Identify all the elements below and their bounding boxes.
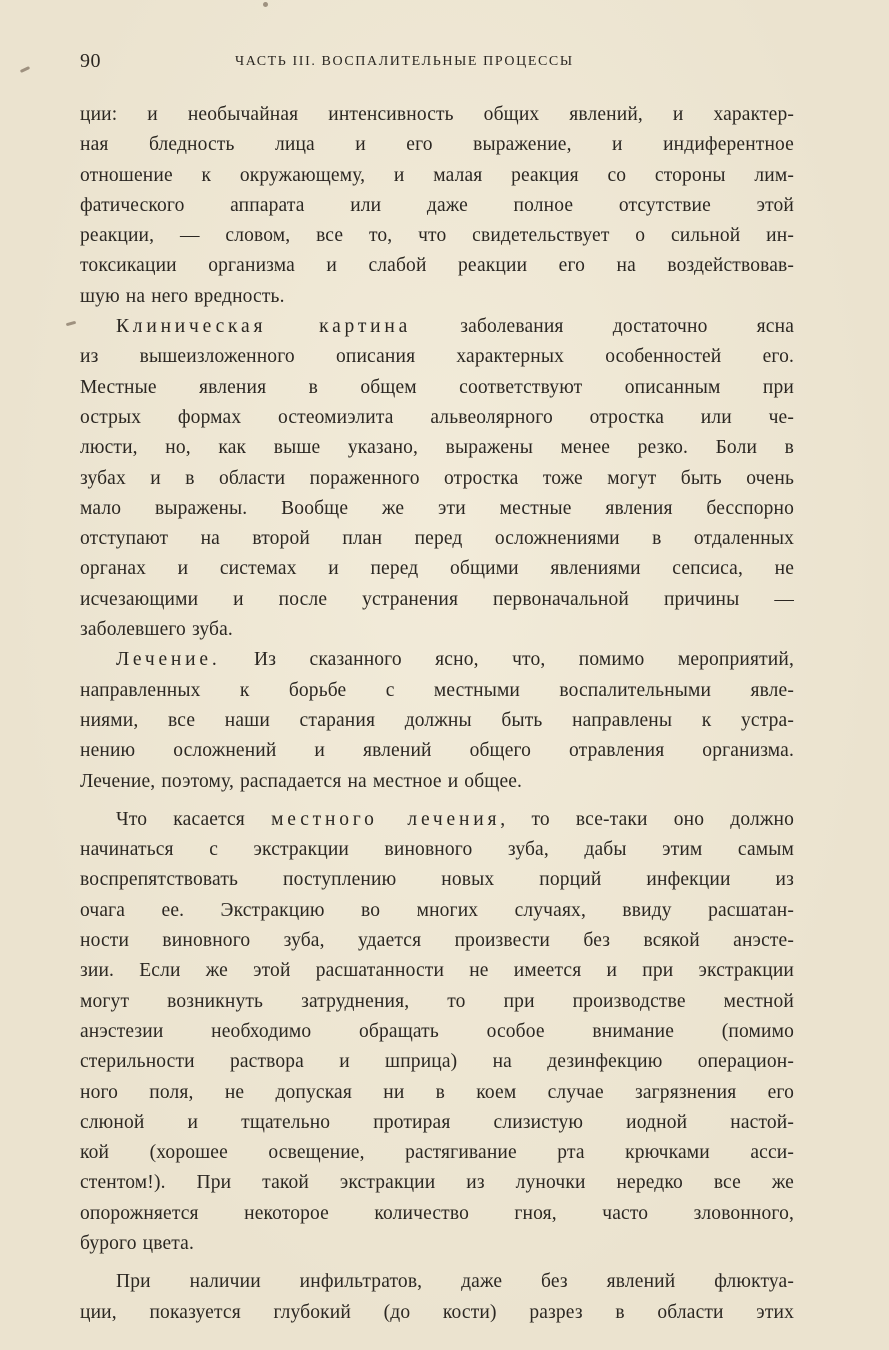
page-header	[80, 50, 794, 76]
text-line: мало выражены. Вообще же эти местные явления бесспорно	[80, 497, 794, 519]
text-line: заболевшего зуба.	[80, 619, 233, 641]
text-line: зубах и в области пораженного отростка тоже могут быть очень	[80, 467, 794, 489]
text-line: очага ее. Экстракцию во многих случаях, ввиду расшатан-	[80, 899, 794, 921]
paragraph-gap	[80, 1259, 794, 1267]
paragraph-gap	[80, 797, 794, 805]
text-line	[80, 645, 794, 675]
text-line: слюной и тщательно протирая слизистую иодной настой-	[80, 1111, 794, 1133]
text-line: ности виновного зуба, удается произвести без всякой анэсте-	[80, 930, 794, 952]
text-line: воспрепятствовать поступлению новых порций инфекции из	[80, 869, 794, 891]
ink-spot	[263, 2, 268, 7]
text-line: зии. Если же этой расшатанности не имеется и при экстракции	[80, 960, 794, 982]
text-line: Местные явления в общем соответствуют описанным при	[80, 376, 794, 398]
page-number: 90	[80, 50, 101, 72]
text-line: стерильности раствора и шприца) на дезинфекцию операцион-	[80, 1051, 794, 1073]
text-line: кой (хорошее освещение, растягивание рта крючками асси-	[80, 1142, 794, 1164]
body-text	[80, 100, 794, 1328]
text-line: бурого цвета.	[80, 1232, 194, 1254]
text-line: могут возникнуть затруднения, то при производстве местной	[80, 990, 794, 1012]
text-run: , то все-таки оно должно	[500, 808, 795, 830]
text-line: отступают на второй план перед осложнениями в отдаленных	[80, 528, 794, 550]
text-line: ниями, все наши старания должны быть направлены к устра-	[80, 709, 794, 731]
text-line: органах и системах и перед общими явлениями сепсиса, не	[80, 558, 794, 580]
text-line: направленных к борьбе с местными воспалительными явле-	[80, 679, 794, 701]
spaced-emphasis: местного лечения	[271, 808, 501, 830]
text-line: стентом!). При такой экстракции из луночки нередко все же	[80, 1172, 794, 1194]
paragraph	[80, 312, 794, 645]
spaced-heading: Клиническая картина	[116, 316, 412, 338]
paragraph	[80, 805, 794, 1259]
text-line: фатического аппарата или даже полное отсутствие этой	[80, 194, 794, 216]
text-line: люсти, но, как выше указано, выражены менее резко. Боли в	[80, 437, 794, 459]
text-line: ции, показуется глубокий (до кости) разрез в области этих	[80, 1301, 794, 1323]
text-line: опорожняется некоторое количество гноя, часто зловонного,	[80, 1202, 794, 1224]
text-line: токсикации организма и слабой реакции его на воздействовав-	[80, 255, 794, 277]
text-run: заболевания достаточно ясна	[411, 316, 795, 338]
text-run: Из сказанного ясно, что, помимо мероприятий,	[220, 649, 794, 671]
text-line: реакции, — словом, все то, что свидетельствует о сильной ин-	[80, 225, 794, 247]
text-line: Лечение, поэтому, распадается на местное и общее.	[80, 770, 523, 792]
margin-mark	[20, 66, 30, 73]
running-head: ЧАСТЬ III. ВОСПАЛИТЕЛЬНЫЕ ПРОЦЕССЫ	[235, 54, 574, 69]
text-line: ная бледность лица и его выражение, и индиферентное	[80, 134, 794, 156]
text-line: ного поля, не допуская ни в коем случае загрязнения его	[80, 1081, 794, 1103]
text-run: Что касается	[116, 808, 272, 830]
text-line: отношение к окружающему, и малая реакция со стороны лим-	[80, 164, 794, 186]
text-line: нению осложнений и явлений общего отравления организма.	[80, 740, 794, 762]
text-line: шую на него вредность.	[80, 285, 285, 307]
text-line: острых формах остеомиэлита альвеолярного отростка или че-	[80, 406, 794, 428]
text-line: При наличии инфильтратов, даже без явлений флюктуа-	[116, 1271, 794, 1293]
text-line: ции: и необычайная интенсивность общих явлений, и характер-	[80, 104, 794, 125]
text-line	[80, 805, 794, 835]
text-line: из вышеизложенного описания характерных особенностей его.	[80, 346, 794, 368]
spaced-heading: Лечение.	[116, 649, 221, 671]
text-line: исчезающими и после устранения первоначальной причины —	[80, 588, 794, 610]
paragraph	[80, 100, 794, 312]
text-line	[80, 312, 794, 342]
margin-mark	[66, 321, 76, 326]
paragraph	[80, 1267, 794, 1328]
text-line: анэстезии необходимо обращать особое внимание (помимо	[80, 1020, 794, 1042]
text-line: начинаться с экстракции виновного зуба, дабы этим самым	[80, 839, 794, 861]
paragraph	[80, 645, 794, 796]
